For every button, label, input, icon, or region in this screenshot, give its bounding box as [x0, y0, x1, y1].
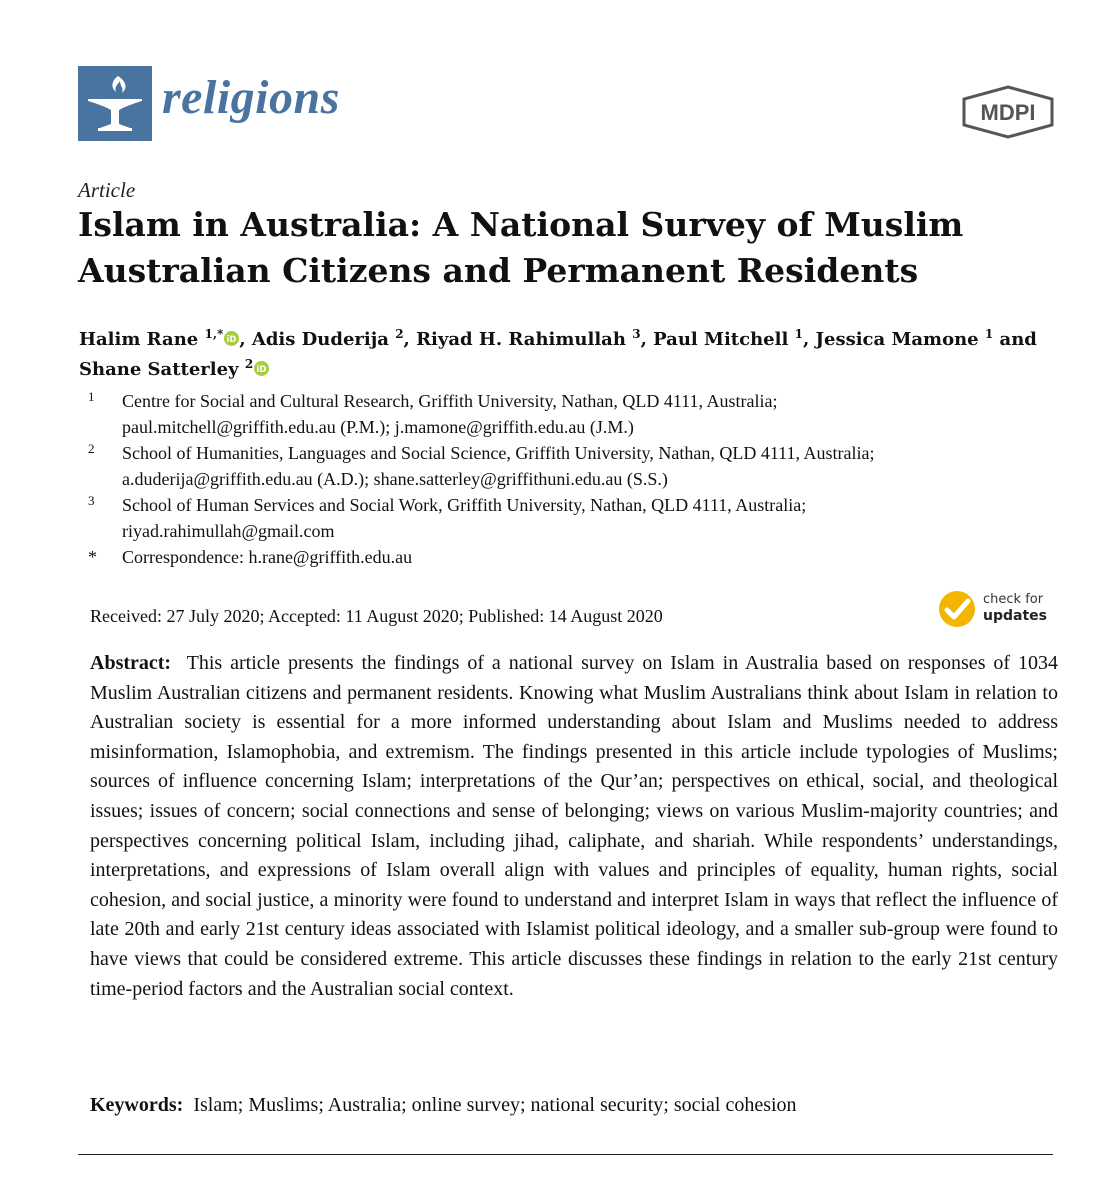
author-name[interactable]: Paul Mitchell — [653, 329, 789, 350]
orcid-icon[interactable] — [224, 331, 239, 346]
author-separator: , — [802, 329, 816, 350]
article-title: Islam in Australia: A National Survey of Muslim Australian Citizens and Permanent Residents — [78, 205, 964, 290]
journal-logo — [78, 66, 152, 141]
check-for-label: check for — [983, 592, 1044, 607]
publisher-logo — [960, 84, 1056, 140]
author-affiliation-marker: 1,* — [204, 327, 224, 341]
author-affiliation-marker: 3 — [632, 327, 641, 341]
correspondence-item — [88, 544, 1078, 570]
affiliation-emails[interactable]: riyad.rahimullah@gmail.com — [122, 521, 335, 541]
correspondence-email[interactable]: Correspondence: h.rane@griffith.edu.au — [122, 547, 413, 567]
author-separator: and — [993, 329, 1037, 350]
author-separator: , — [403, 329, 417, 350]
affiliation-number: 2 — [88, 441, 95, 456]
divider — [78, 1154, 1053, 1155]
article-type: Article — [78, 178, 136, 202]
affiliation-number: 3 — [88, 493, 95, 508]
affiliation-item — [88, 492, 1078, 544]
author-separator: , — [239, 329, 252, 350]
keywords-text: Islam; Muslims; Australia; online survey; national security; social cohesion — [193, 1094, 797, 1116]
author-affiliation-marker: 2 — [244, 357, 254, 371]
affiliation-emails[interactable]: paul.mitchell@griffith.edu.au (P.M.); j.mamone@griffith.edu.au (J.M.) — [122, 417, 634, 437]
abstract — [90, 649, 1058, 1004]
svg-text:iD: iD — [226, 333, 237, 344]
author-name[interactable]: Riyad H. Rahimullah — [416, 329, 626, 350]
author-affiliation-marker: 2 — [395, 327, 404, 341]
affiliation-line: Centre for Social and Cultural Research, Griffith University, Nathan, QLD 4111, Australia; — [122, 391, 778, 411]
author-separator: , — [640, 329, 654, 350]
keywords — [90, 1094, 797, 1117]
checkmark-icon — [938, 590, 976, 628]
keywords-label: Keywords: — [90, 1094, 184, 1116]
author-list — [79, 325, 1069, 385]
chalice-flame-icon — [78, 66, 152, 141]
affiliation-line: School of Humanities, Languages and Social Science, Griffith University, Nathan, QLD 4111, Australia; — [122, 443, 875, 463]
affiliation-line: School of Human Services and Social Work, Griffith University, Nathan, QLD 4111, Australia; — [122, 495, 807, 515]
journal-name: religions — [162, 71, 340, 124]
affiliation-emails[interactable]: a.duderija@griffith.edu.au (A.D.); shane.satterley@griffithuni.edu.au (S.S.) — [122, 469, 668, 489]
author-name[interactable]: Shane Satterley — [79, 359, 239, 380]
orcid-icon[interactable] — [254, 361, 269, 376]
svg-text:iD: iD — [256, 363, 267, 374]
abstract-text: This article presents the findings of a national survey on Islam in Australia based on responses of 1034 Muslim Australian citizens and permanent residents. Knowing what Muslim Australians think about Islam in relation to Australian society is essential for a more informed understanding about Islam and Muslims needed to address misinformation, Islamophobia, and extremism. The findings presented in this article include typologies of Muslims; sources of influence concerning Islam; interpretations of the Qur’an; perspectives on ethical, social, and theological issues; issues of concern; social connections and sense of belonging; views on various Muslim-majority countries; and perspectives concerning political Islam, including jihad, caliphate, and shariah. While respondents’ understandings, interpretations, and expressions of Islam overall align with values and principles of equality, human rights, social cohesion, and social justice, a minority were found to understand and interpret Islam in ways that reflect the influence of late 20th and early 21st century ideas associated with Islamist political ideology, and a smaller sub-group were found to have views that could be considered extreme. This article discusses these findings in relation to the early 21st century time-period factors and the Australian social context. — [90, 652, 1059, 1000]
affiliation-list — [88, 388, 1078, 570]
affiliation-number: 1 — [88, 389, 95, 404]
author-name[interactable]: Adis Duderija — [251, 329, 389, 350]
publication-dates: Received: 27 July 2020; Accepted: 11 August 2020; Published: 14 August 2020 — [90, 606, 663, 626]
updates-label: updates — [983, 608, 1047, 624]
affiliation-item — [88, 388, 1078, 440]
correspondence-marker: * — [88, 547, 97, 567]
affiliation-item — [88, 440, 1078, 492]
publisher-name: MDPI — [980, 100, 1036, 125]
author-name[interactable]: Halim Rane — [79, 329, 199, 350]
author-affiliation-marker: 1 — [984, 327, 994, 341]
author-affiliation-marker: 1 — [794, 327, 803, 341]
author-name[interactable]: Jessica Mamone — [815, 329, 979, 350]
check-for-updates-badge[interactable] — [938, 590, 1058, 630]
abstract-label: Abstract: — [90, 652, 172, 674]
